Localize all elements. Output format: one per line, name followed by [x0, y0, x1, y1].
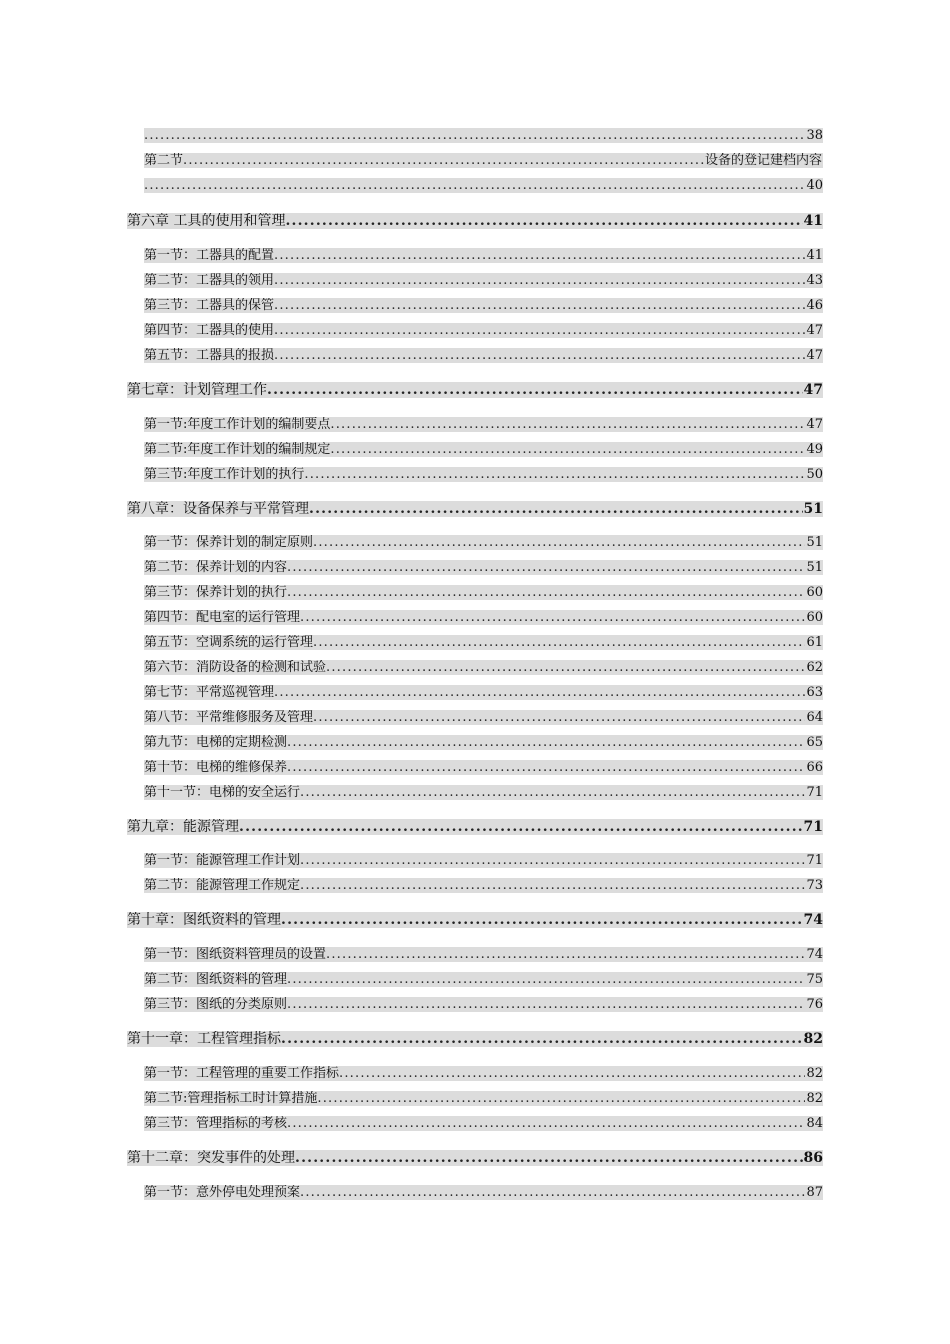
- toc-entry-title: 第十一章：工程管理指标: [127, 1031, 281, 1047]
- toc-entry-title: 第六节：消防设备的检测和试验: [144, 660, 327, 675]
- toc-page-number: 41: [803, 213, 823, 229]
- toc-page-number: 61: [806, 635, 823, 650]
- toc-page-number: 84: [806, 1116, 823, 1131]
- toc-section-entry[interactable]: [144, 153, 823, 168]
- toc-page-number: 62: [806, 660, 823, 675]
- toc-section-entry[interactable]: [144, 685, 823, 700]
- toc-entry-title: 第十一节：电梯的安全运行: [144, 785, 301, 800]
- toc-dot-leader: [287, 997, 805, 1012]
- toc-dot-leader: [287, 760, 805, 775]
- toc-section-entry[interactable]: [144, 585, 823, 600]
- toc-section-entry[interactable]: [144, 535, 823, 550]
- toc-page-number: 86: [803, 1150, 823, 1166]
- toc-page-number: 82: [806, 1091, 823, 1106]
- toc-section-entry[interactable]: [144, 442, 823, 457]
- toc-dot-leader: [300, 853, 805, 868]
- toc-chapter-entry[interactable]: [127, 912, 823, 928]
- toc-section-entry[interactable]: [144, 1091, 823, 1106]
- toc-page-number: 73: [806, 878, 823, 893]
- toc-dot-leader: [300, 878, 805, 893]
- toc-page-number: 71: [806, 785, 823, 800]
- toc-entry-title: 第一节：工器具的配置: [144, 248, 275, 263]
- toc-chapter-entry[interactable]: [127, 501, 823, 517]
- toc-dot-leader: [339, 1066, 805, 1081]
- toc-section-entry[interactable]: [144, 760, 823, 775]
- toc-entry-title: 第一节：工程管理的重要工作指标: [144, 1066, 340, 1081]
- toc-entry-title: 第十二章：突发事件的处理: [127, 1150, 295, 1166]
- toc-entry-title: 第七节：平常巡视管理: [144, 685, 275, 700]
- toc-section-entry[interactable]: [144, 248, 823, 263]
- toc-dot-leader: [287, 560, 805, 575]
- toc-dot-leader: [300, 610, 805, 625]
- toc-section-entry[interactable]: [144, 128, 823, 143]
- toc-dot-leader: [183, 153, 705, 168]
- toc-page-number: 47: [806, 323, 823, 338]
- toc-page-number: 82: [803, 1031, 823, 1047]
- toc-section-entry[interactable]: [144, 348, 823, 363]
- toc-dot-leader: [313, 710, 805, 725]
- toc-page-number: 71: [803, 819, 823, 835]
- toc-page-number: 47: [803, 382, 823, 398]
- toc-entry-title: 第五节：空调系统的运行管理: [144, 635, 314, 650]
- toc-entry-title: 第二节：能源管理工作规定: [144, 878, 301, 893]
- toc-page-number: 66: [806, 760, 823, 775]
- toc-page-number: 46: [806, 298, 823, 313]
- toc-chapter-entry[interactable]: [127, 1031, 823, 1047]
- toc-dot-leader: [300, 785, 805, 800]
- toc-entry-title: 第七章：计划管理工作: [127, 382, 267, 398]
- toc-section-entry[interactable]: [144, 735, 823, 750]
- toc-entry-title: 第三节：图纸的分类原则: [144, 997, 288, 1012]
- toc-dot-leader: [295, 1150, 803, 1166]
- toc-dot-leader: [300, 1185, 805, 1200]
- toc-page-number: 71: [806, 853, 823, 868]
- toc-chapter-entry[interactable]: [127, 213, 823, 229]
- toc-dot-leader: [317, 1091, 805, 1106]
- toc-page-number: 74: [803, 912, 823, 928]
- toc-page-number: 74: [806, 947, 823, 962]
- toc-section-entry[interactable]: [144, 610, 823, 625]
- toc-section-entry[interactable]: [144, 178, 823, 193]
- toc-dot-leader: [144, 128, 805, 143]
- toc-dot-leader: [274, 298, 805, 313]
- toc-dot-leader: [313, 635, 805, 650]
- toc-page-number: 60: [806, 585, 823, 600]
- toc-section-entry[interactable]: [144, 560, 823, 575]
- toc-page-number: 41: [806, 248, 823, 263]
- toc-entry-title: 第二节:年度工作计划的编制规定: [144, 442, 331, 457]
- toc-section-entry[interactable]: [144, 997, 823, 1012]
- toc-page-number: 43: [806, 273, 823, 288]
- toc-page-number: 40: [806, 178, 823, 193]
- toc-section-entry[interactable]: [144, 273, 823, 288]
- toc-page-number: 47: [806, 348, 823, 363]
- toc-section-entry[interactable]: [144, 785, 823, 800]
- toc-dot-leader: [326, 947, 805, 962]
- toc-entry-title: 第八节：平常维修服务及管理: [144, 710, 314, 725]
- toc-section-entry[interactable]: [144, 710, 823, 725]
- toc-dot-leader: [287, 735, 805, 750]
- toc-dot-leader: [274, 685, 805, 700]
- toc-chapter-entry[interactable]: [127, 819, 823, 835]
- toc-page-number: 75: [806, 972, 823, 987]
- toc-page-number: 51: [806, 560, 823, 575]
- toc-entry-title: 第八章：设备保养与平常管理: [127, 501, 309, 517]
- toc-page-number: 51: [803, 501, 823, 517]
- toc-page-number: 76: [806, 997, 823, 1012]
- toc-entry-title: 第一节：保养计划的制定原则: [144, 535, 314, 550]
- toc-page-number: 82: [806, 1066, 823, 1081]
- toc-entry-title: 第二节：工器具的领用: [144, 273, 275, 288]
- toc-page-number: 60: [806, 610, 823, 625]
- toc-dot-leader: [287, 972, 805, 987]
- toc-page-number: 38: [806, 128, 823, 143]
- toc-entry-title: 第四节：工器具的使用: [144, 323, 275, 338]
- toc-entry-title: 第五节：工器具的报损: [144, 348, 275, 363]
- toc-dot-leader: [281, 1031, 803, 1047]
- toc-section-entry[interactable]: [144, 947, 823, 962]
- toc-dot-leader: [285, 213, 802, 229]
- toc-dot-leader: [274, 248, 805, 263]
- toc-page-number: 64: [806, 710, 823, 725]
- toc-dot-leader: [144, 178, 805, 193]
- toc-entry-title: 第十章：图纸资料的管理: [127, 912, 281, 928]
- toc-section-entry[interactable]: [144, 467, 823, 482]
- toc-section-entry[interactable]: [144, 323, 823, 338]
- toc-page-number: 50: [806, 467, 823, 482]
- toc-section-entry[interactable]: [144, 1066, 823, 1081]
- toc-page-number: 51: [806, 535, 823, 550]
- toc-dot-leader: [330, 417, 805, 432]
- toc-dot-leader: [274, 273, 805, 288]
- toc-entry-title: 第四节：配电室的运行管理: [144, 610, 301, 625]
- toc-dot-leader: [281, 912, 803, 928]
- toc-section-entry[interactable]: [144, 1185, 823, 1200]
- toc-page-number: 63: [806, 685, 823, 700]
- toc-page-number: 87: [806, 1185, 823, 1200]
- toc-page-number: 65: [806, 735, 823, 750]
- toc-entry-title: 第三节:年度工作计划的执行: [144, 467, 305, 482]
- toc-entry-title-continued: 设备的登记建档内容: [704, 153, 822, 168]
- toc-section-entry[interactable]: [144, 972, 823, 987]
- toc-entry-title: 第二节: [144, 153, 184, 168]
- toc-page-number: 47: [806, 417, 823, 432]
- toc-dot-leader: [330, 442, 805, 457]
- toc-dot-leader: [267, 382, 803, 398]
- toc-entry-title: 第三节：工器具的保管: [144, 298, 275, 313]
- toc-entry-title: 第一节：能源管理工作计划: [144, 853, 301, 868]
- toc-section-entry[interactable]: [144, 660, 823, 675]
- toc-entry-title: 第二节:管理指标工时计算措施: [144, 1091, 318, 1106]
- toc-entry-title: 第十节：电梯的维修保养: [144, 760, 288, 775]
- toc-entry-title: 第二节：图纸资料的管理: [144, 972, 288, 987]
- toc-entry-title: 第一节：图纸资料管理员的设置: [144, 947, 327, 962]
- toc-entry-title: 第二节：保养计划的内容: [144, 560, 288, 575]
- toc-entry-title: 第一节:年度工作计划的编制要点: [144, 417, 331, 432]
- toc-entry-title: 第三节：保养计划的执行: [144, 585, 288, 600]
- toc-dot-leader: [309, 501, 803, 517]
- toc-dot-leader: [287, 1116, 805, 1131]
- toc-entry-title: 第九节：电梯的定期检测: [144, 735, 288, 750]
- toc-dot-leader: [239, 819, 803, 835]
- toc-entry-title: 第三节：管理指标的考核: [144, 1116, 288, 1131]
- toc-page-number: 49: [806, 442, 823, 457]
- toc-dot-leader: [313, 535, 805, 550]
- toc-section-entry[interactable]: [144, 1116, 823, 1131]
- toc-entry-title: 第六章 工具的使用和管理: [127, 213, 286, 229]
- toc-entry-title: 第一节：意外停电处理预案: [144, 1185, 301, 1200]
- toc-dot-leader: [287, 585, 805, 600]
- toc-dot-leader: [304, 467, 805, 482]
- toc-section-entry[interactable]: [144, 878, 823, 893]
- toc-section-entry[interactable]: [144, 853, 823, 868]
- toc-section-entry[interactable]: [144, 298, 823, 313]
- toc-chapter-entry[interactable]: [127, 382, 823, 398]
- toc-entry-title: 第九章：能源管理: [127, 819, 239, 835]
- toc-dot-leader: [274, 348, 805, 363]
- toc-section-entry[interactable]: [144, 417, 823, 432]
- toc-dot-leader: [326, 660, 805, 675]
- toc-chapter-entry[interactable]: [127, 1150, 823, 1166]
- toc-dot-leader: [274, 323, 805, 338]
- toc-section-entry[interactable]: [144, 635, 823, 650]
